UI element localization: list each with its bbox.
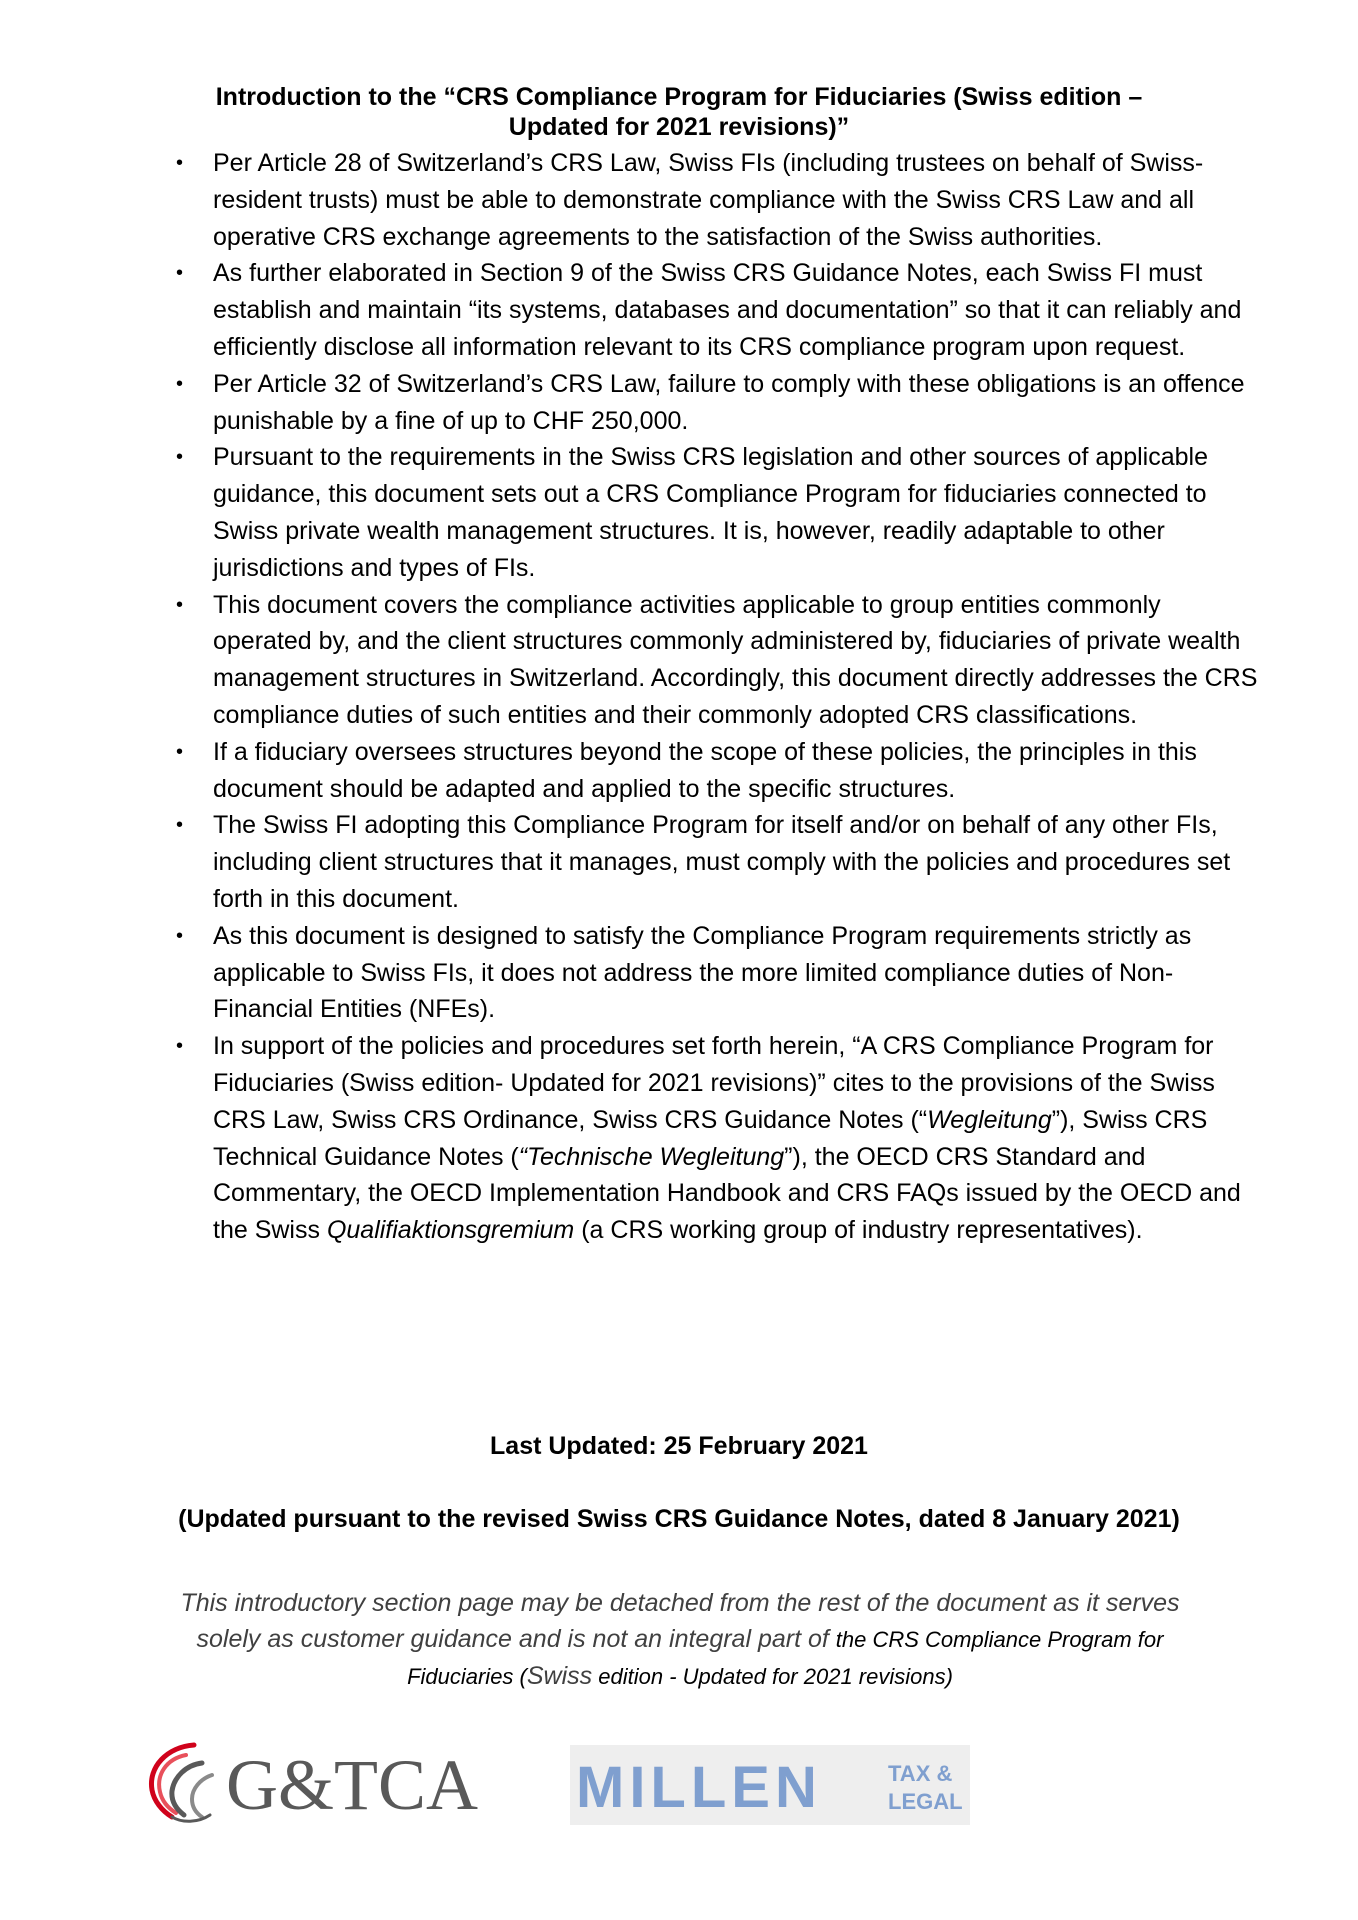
last-updated: Last Updated: 25 February 2021 — [490, 1432, 868, 1460]
title-line-2: Updated for 2021 revisions)” — [508, 113, 850, 141]
bullet-text-italic: “Technische Wegleitung — [518, 1142, 785, 1171]
bullet-text: The Swiss FI adopting this Compliance Program for itself and/or on behalf of any other FIs, including client structures that it manages, must comply with the policies and procedures set forth in this document. — [213, 811, 1231, 913]
bullet-icon: • — [176, 1035, 184, 1058]
list-item — [0, 587, 1358, 734]
document-title — [100, 82, 1258, 142]
list-item — [0, 734, 1358, 808]
bullet-text-part: ”), the OECD CRS Standard and Commentary, the OECD Implementation Handbook and CRS FAQs issued by the OECD and the Swiss — [213, 1142, 1241, 1245]
bullet-text-part: In support of the policies and procedures set forth herein, “A CRS Compliance Program for Fiduciaries (Swiss edition- Updated for 2021 revisions)” cites to the provisions of the Swiss CRS Law, Swiss CRS Ordinance, Swiss CRS Guidance Notes (“ — [213, 1032, 1215, 1134]
gtca-wordmark: G&TCA — [226, 1745, 478, 1825]
bullet-text-italic: Wegleitung — [927, 1105, 1052, 1134]
millen-tag-tax: TAX & — [888, 1761, 953, 1786]
millen-logo — [570, 1745, 970, 1825]
bullet-text: Per Article 32 of Switzerland’s CRS Law, failure to comply with these obligations is an offence punishable by a fine of up to CHF 250,000. — [213, 369, 1245, 435]
gtca-swoosh-icon — [151, 1745, 212, 1821]
list-item — [0, 145, 1358, 255]
list-item — [0, 439, 1358, 586]
bullet-text: As this document is designed to satisfy the Compliance Program requirements strictly as applicable to Swiss FIs, it does not address the more limited compliance duties of Non-Financial Entities (NFEs). — [213, 921, 1192, 1024]
bullet-text-part: (a CRS working group of industry representatives). — [574, 1216, 1143, 1245]
bullet-icon: • — [176, 924, 184, 947]
updated-note: (Updated pursuant to the revised Swiss CRS Guidance Notes, dated 8 January 2021) — [178, 1505, 1180, 1533]
bullet-icon: • — [176, 814, 184, 837]
bullet-icon: • — [176, 372, 184, 395]
bullet-icon: • — [176, 740, 184, 763]
bullet-text: Pursuant to the requirements in the Swiss CRS legislation and other sources of applicable guidance, this document sets out a CRS Compliance Program for fiduciaries connected to Swiss private wealth management structures. It is, however, readily adaptable to other jurisdictions and types of FIs. — [213, 443, 1208, 582]
bullet-icon: • — [176, 446, 184, 469]
intro-note-text: edition - Updated for 2021 revisions) — [592, 1664, 953, 1689]
intro-note-text: This introductory section page may be detached from the rest of the document as it serves solely as customer guidance and is not an integral part of — [180, 1589, 1180, 1653]
bullet-text: As further elaborated in Section 9 of the Swiss CRS Guidance Notes, each Swiss FI must establish and maintain “its systems, databases and documentation” so that it can reliably and efficiently disclose all information relevant to its CRS compliance program upon request. — [213, 259, 1242, 361]
bullet-list — [0, 145, 1358, 1249]
list-item — [0, 1028, 1358, 1249]
bullet-text-italic: Qualifiaktionsgremium — [326, 1216, 575, 1245]
intro-note-text: Swiss — [526, 1662, 593, 1690]
intro-note-text: the CRS Compliance Program for Fiduciaries ( — [407, 1627, 1164, 1689]
millen-wordmark: MILLEN — [576, 1755, 822, 1820]
bullet-icon: • — [176, 593, 184, 616]
list-item — [0, 918, 1358, 1028]
bullet-icon: • — [176, 262, 184, 285]
bullet-text-part: ”), Swiss CRS Technical Guidance Notes ( — [213, 1105, 1208, 1171]
intro-note — [150, 1585, 1210, 1695]
bullet-text: If a fiduciary oversees structures beyond the scope of these policies, the principles in this document should be adapted and applied to the specific structures. — [213, 737, 1197, 803]
title-line-1: Introduction to the “CRS Compliance Program for Fiduciaries (Swiss edition – — [215, 83, 1143, 111]
list-item — [0, 366, 1358, 440]
bullet-text: This document covers the compliance activities applicable to group entities commonly operated by, and the client structures commonly administered by, fiduciaries of private wealth management structures in Switzerland. Accordingly, this document directly addresses the CRS compliance duties of such entities and their commonly adopted CRS classifications. — [213, 590, 1258, 729]
gtca-logo — [142, 1735, 527, 1825]
bullet-text — [213, 1032, 1241, 1244]
bullet-icon: • — [176, 152, 184, 174]
list-item — [0, 807, 1358, 917]
list-item — [0, 255, 1358, 365]
bullet-text: Per Article 28 of Switzerland’s CRS Law, Swiss FIs (including trustees on behalf of Swiss-resident trusts) must be able to demonstrate compliance with the Swiss CRS Law and all operative CRS exchange agreements to the satisfaction of the Swiss authorities. — [213, 149, 1204, 251]
millen-tag-legal: LEGAL — [888, 1789, 963, 1814]
